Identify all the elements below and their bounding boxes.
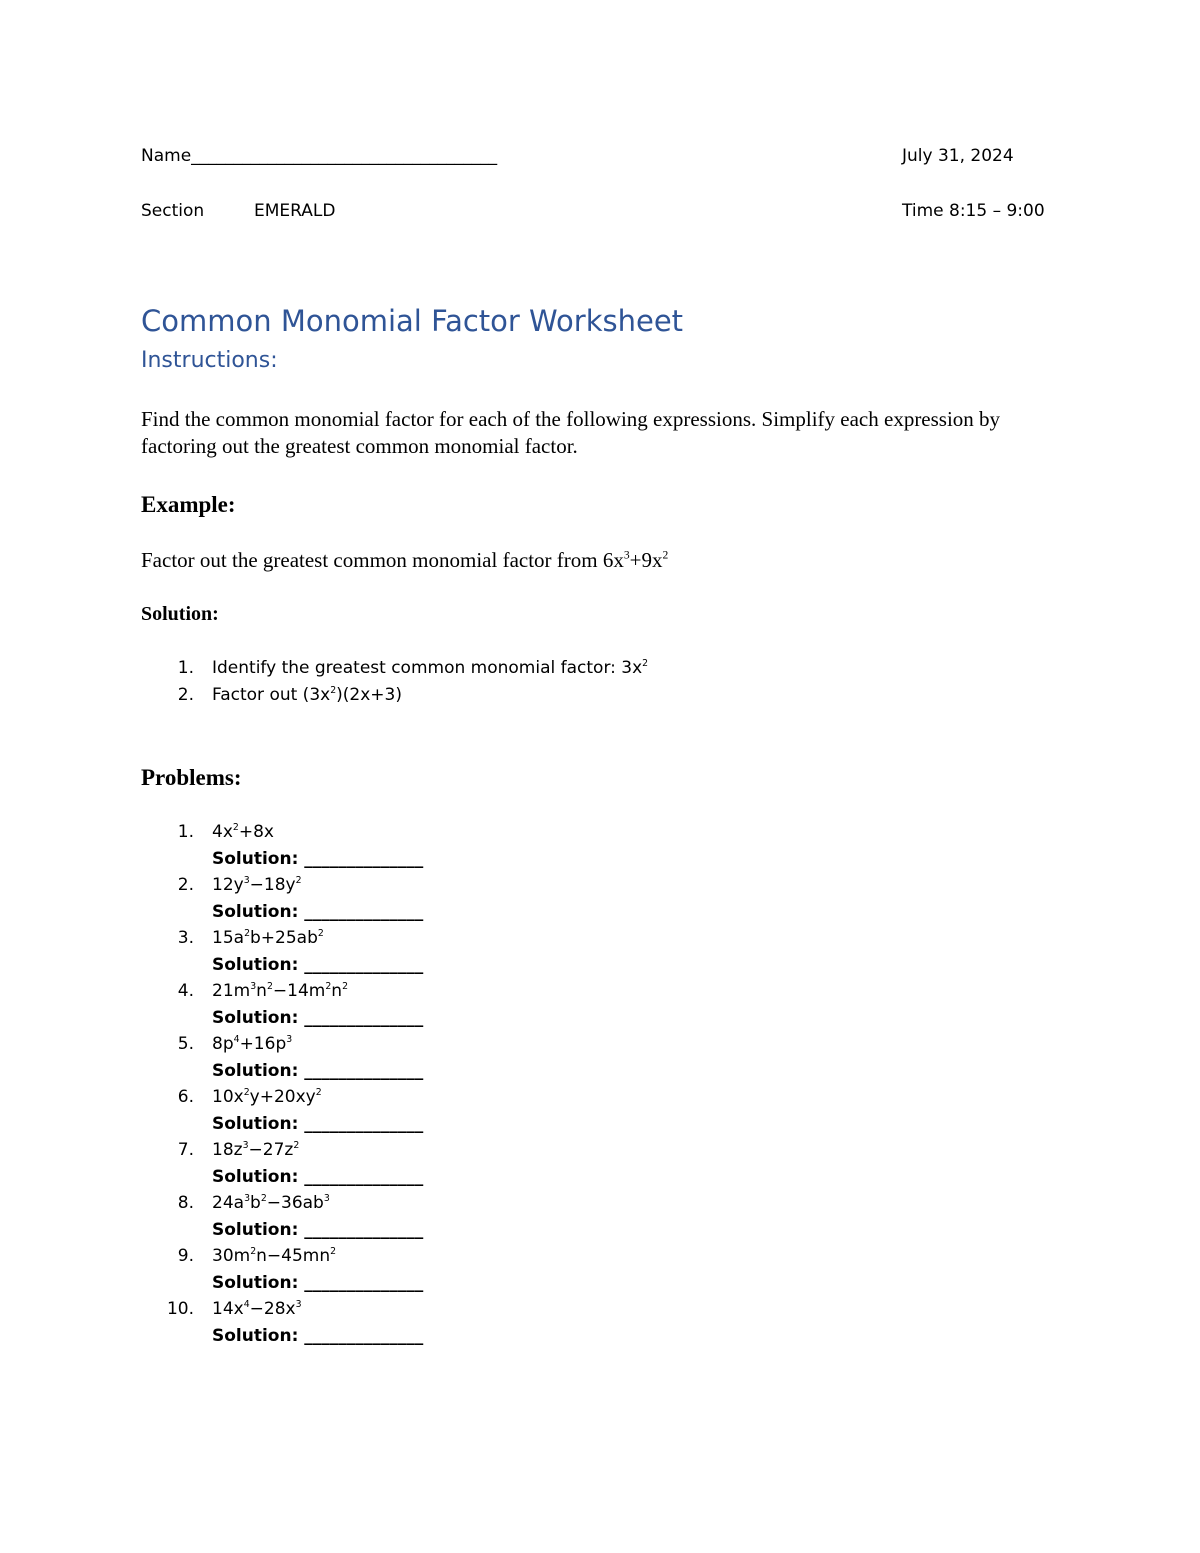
example-prompt-text: Factor out the greatest common monomial factor from bbox=[141, 548, 603, 572]
exponent: 2 bbox=[266, 981, 273, 992]
solution-answer-blank: Solution: ______________ bbox=[212, 954, 424, 975]
worksheet-title: Common Monomial Factor Worksheet bbox=[141, 304, 684, 338]
solution-answer-blank: Solution: ______________ bbox=[212, 1219, 424, 1240]
expression-part: 15a bbox=[212, 928, 245, 948]
problem-expression bbox=[212, 1296, 841, 1323]
instructions-text: Find the common monomial factor for each of the following expressions. Simplify each expression by factoring out the greatest common monomial factor. bbox=[141, 407, 1001, 458]
problem-number: 3. bbox=[177, 928, 194, 948]
solution-heading: Solution: bbox=[141, 603, 219, 625]
expression-part: 6x bbox=[602, 548, 624, 572]
example-heading: Example: bbox=[141, 492, 236, 517]
exponent: 3 bbox=[244, 1193, 251, 1204]
exponent: 2 bbox=[662, 549, 669, 562]
step-number: 1. bbox=[177, 658, 194, 678]
problem-item bbox=[141, 1243, 841, 1296]
problem-expression bbox=[212, 1137, 841, 1164]
problem-expression bbox=[212, 1243, 841, 1270]
exponent: 2 bbox=[260, 1193, 267, 1204]
solution-answer-blank: Solution: ______________ bbox=[212, 1113, 424, 1134]
problem-number: 10. bbox=[166, 1299, 194, 1319]
problem-number: 7. bbox=[177, 1140, 194, 1160]
exponent: 2 bbox=[642, 658, 649, 669]
problem-number: 5. bbox=[177, 1034, 194, 1054]
expression-part: 12y bbox=[212, 875, 244, 895]
expression-part: 21m bbox=[212, 981, 251, 1001]
expression-part: )(2x+3) bbox=[336, 684, 402, 705]
expression-part: +8x bbox=[238, 822, 274, 842]
problems-list bbox=[141, 819, 841, 1349]
problems-heading: Problems: bbox=[141, 765, 242, 790]
expression-part: n bbox=[256, 981, 267, 1001]
exponent: 4 bbox=[233, 1034, 240, 1045]
problem-item bbox=[141, 925, 841, 978]
problem-number: 1. bbox=[177, 822, 194, 842]
exponent: 3 bbox=[295, 1299, 302, 1310]
exponent: 2 bbox=[244, 928, 251, 939]
exponent: 2 bbox=[295, 875, 302, 886]
example-prompt bbox=[141, 546, 668, 574]
expression-part: 10x bbox=[212, 1087, 244, 1107]
problem-number: 8. bbox=[177, 1193, 194, 1213]
solution-steps-list bbox=[141, 655, 841, 708]
expression-part: 4x bbox=[212, 822, 233, 842]
solution-answer-blank: Solution: ______________ bbox=[212, 1060, 424, 1081]
problem-expression bbox=[212, 1190, 841, 1217]
expression-part: −27z bbox=[248, 1140, 294, 1160]
expression-part: 8p bbox=[212, 1034, 234, 1054]
exponent: 3 bbox=[623, 549, 630, 562]
expression-part: Factor out (3x bbox=[212, 684, 331, 705]
solution-answer-blank: Solution: ______________ bbox=[212, 1272, 424, 1293]
step-text bbox=[212, 658, 648, 678]
problem-expression bbox=[212, 978, 841, 1005]
problem-item bbox=[141, 1296, 841, 1349]
solution-step bbox=[141, 682, 841, 709]
expression-part: Identify the greatest common monomial factor: 3x bbox=[212, 658, 643, 678]
expression-part: −18y bbox=[249, 875, 296, 895]
name-field-line: Name____________________________________ bbox=[141, 146, 498, 166]
exponent: 3 bbox=[323, 1193, 330, 1204]
problem-item bbox=[141, 1084, 841, 1137]
exponent: 2 bbox=[330, 684, 337, 696]
expression-part: −28x bbox=[249, 1299, 296, 1319]
problem-expression bbox=[212, 1084, 841, 1111]
exponent: 2 bbox=[330, 1246, 337, 1257]
step-number: 2. bbox=[177, 684, 194, 705]
expression-part: +16p bbox=[239, 1034, 287, 1054]
exponent: 2 bbox=[315, 1087, 322, 1098]
problem-number: 4. bbox=[177, 981, 194, 1001]
solution-answer-blank: Solution: ______________ bbox=[212, 1166, 424, 1187]
expression-part: +9x bbox=[629, 548, 663, 572]
problem-expression bbox=[212, 925, 841, 952]
problem-expression bbox=[212, 872, 841, 899]
expression-part: n−45mn bbox=[256, 1246, 331, 1266]
time-text: Time 8:15 – 9:00 bbox=[902, 201, 1045, 221]
expression-part: b+25ab bbox=[250, 928, 318, 948]
problem-item bbox=[141, 1190, 841, 1243]
problem-number: 6. bbox=[177, 1087, 194, 1107]
exponent: 3 bbox=[242, 1140, 249, 1151]
exponent: 2 bbox=[232, 822, 239, 833]
expression-part: −14m bbox=[272, 981, 326, 1001]
instructions-heading: Instructions: bbox=[141, 348, 278, 373]
expression-part: b bbox=[250, 1193, 261, 1213]
expression-part: y+20xy bbox=[249, 1087, 316, 1107]
problem-number: 9. bbox=[177, 1246, 194, 1266]
example-expression bbox=[603, 548, 668, 572]
problem-expression bbox=[212, 1031, 841, 1058]
exponent: 2 bbox=[293, 1140, 300, 1151]
problem-item bbox=[141, 978, 841, 1031]
expression-part: 14x bbox=[212, 1299, 244, 1319]
section-value: EMERALD bbox=[254, 201, 336, 221]
solution-answer-blank: Solution: ______________ bbox=[212, 901, 424, 922]
expression-part: n bbox=[331, 981, 343, 1001]
expression-part: 30m bbox=[212, 1246, 251, 1266]
solution-answer-blank: Solution: ______________ bbox=[212, 848, 424, 869]
problem-item bbox=[141, 872, 841, 925]
exponent: 3 bbox=[286, 1034, 293, 1045]
expression-part: 18z bbox=[212, 1140, 243, 1160]
problem-item bbox=[141, 1137, 841, 1190]
exponent: 2 bbox=[243, 1087, 250, 1098]
solution-answer-blank: Solution: ______________ bbox=[212, 1007, 424, 1028]
expression-part: 24a bbox=[212, 1193, 245, 1213]
solution-answer-blank: Solution: ______________ bbox=[212, 1325, 424, 1346]
expression-part: −36ab bbox=[266, 1193, 324, 1213]
problem-item bbox=[141, 819, 841, 872]
section-label: Section bbox=[141, 201, 205, 221]
solution-step bbox=[141, 655, 841, 682]
exponent: 2 bbox=[325, 981, 332, 992]
exponent: 2 bbox=[250, 1246, 257, 1257]
step-text bbox=[212, 685, 402, 705]
exponent: 3 bbox=[243, 875, 250, 886]
exponent: 4 bbox=[243, 1299, 250, 1310]
date-text: July 31, 2024 bbox=[902, 146, 1014, 166]
exponent: 2 bbox=[317, 928, 324, 939]
exponent: 3 bbox=[250, 981, 257, 992]
exponent: 2 bbox=[342, 981, 349, 992]
problem-number: 2. bbox=[177, 875, 194, 895]
problem-item bbox=[141, 1031, 841, 1084]
problem-expression bbox=[212, 819, 841, 846]
